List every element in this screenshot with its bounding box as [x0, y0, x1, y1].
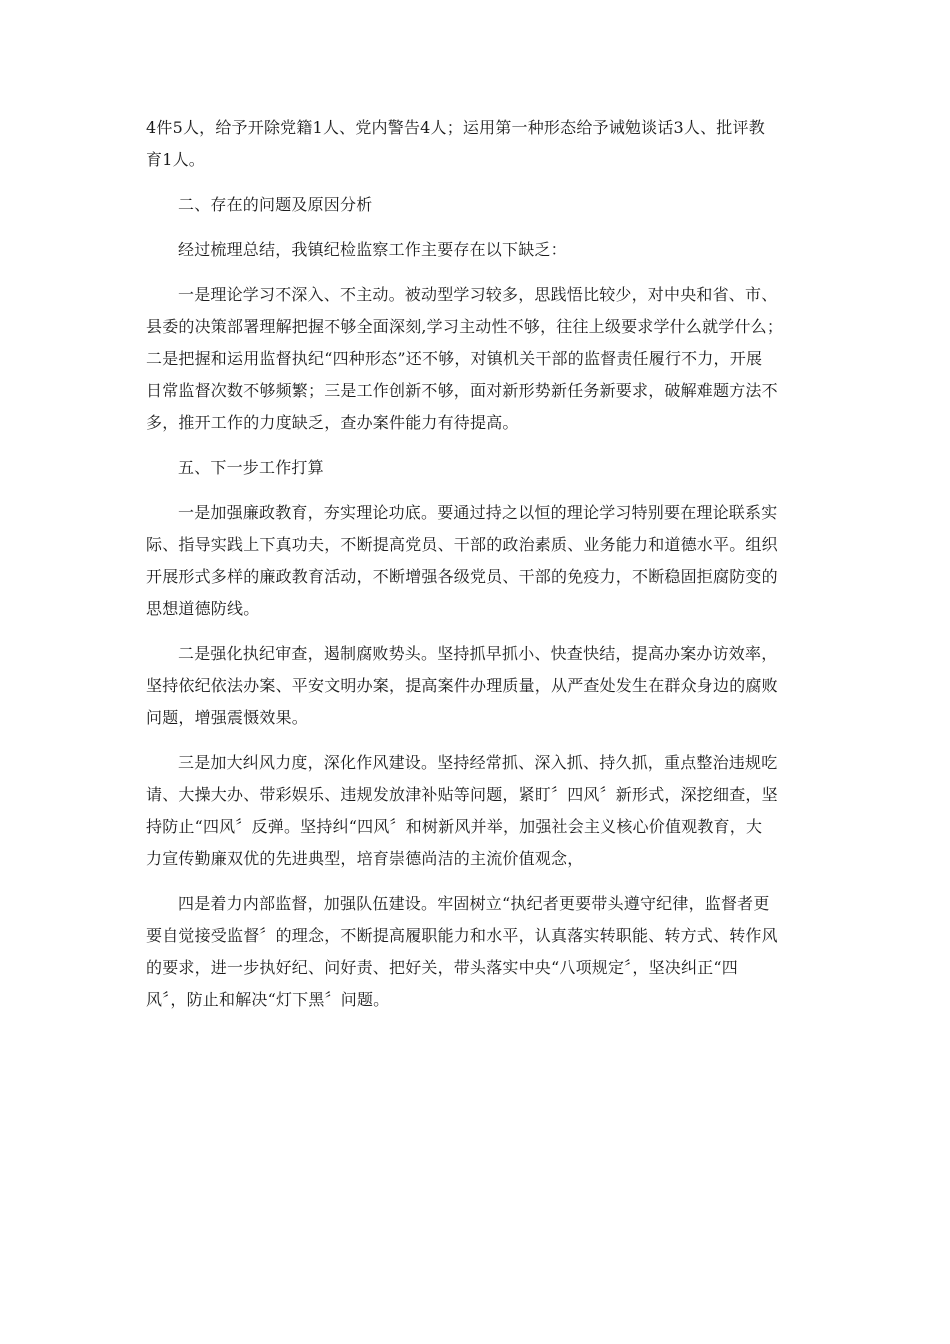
text-line: 日常监督次数不够频繁；三是工作创新不够，面对新形势新任务新要求，破解难题方法不	[146, 381, 778, 400]
text-line: 请、大操大办、带彩娱乐、违规发放津补贴等问题，紧盯〞四风〞新形式，深挖细查，坚	[146, 785, 778, 804]
text-line: 4件5人，给予开除党籍1人、党内警告4人；运用第一种形态给予诫勉谈话3人、批评教	[146, 118, 765, 137]
text-line: 五、下一步工作打算	[178, 458, 324, 477]
document-page	[146, 112, 806, 1029]
text-line: 要自觉接受监督〞的理念，不断提高履职能力和水平，认真落实转职能、转方式、转作风	[146, 926, 778, 945]
text-line: 四是着力内部监督，加强队伍建设。牢固树立“执纪者更要带头遵守纪律，监督者更	[178, 894, 770, 913]
text-line: 育1人。	[146, 150, 205, 169]
text-line: 的要求，进一步执好纪、问好责、把好关，带头落实中央“八项规定〞，坚决纠正“四	[146, 958, 738, 977]
paragraph-internal-supervision	[146, 888, 806, 1016]
text-line: 问题，增强震慑效果。	[146, 708, 309, 727]
text-line: 二是强化执纪审查，遏制腐败势头。坚持抓早抓小、快查快结，提高办案办访效率，	[178, 644, 778, 663]
text-line: 开展形式多样的廉政教育活动，不断增强各级党员、干部的免疫力，不断稳固拒腐防变的	[146, 567, 778, 586]
text-line: 二、存在的问题及原因分析	[178, 195, 373, 214]
section-heading-next-steps	[146, 452, 806, 484]
paragraph-summary-intro	[146, 234, 806, 266]
text-line: 经过梳理总结，我镇纪检监察工作主要存在以下缺乏：	[178, 240, 567, 259]
text-line: 思想道德防线。	[146, 599, 260, 618]
text-line: 坚持依纪依法办案、平安文明办案，提高案件办理质量，从严查处发生在群众身边的腐败	[146, 676, 778, 695]
text-line: 多，推开工作的力度缺乏，查办案件能力有待提高。	[146, 413, 519, 432]
text-line: 力宣传勤廉双优的先进典型，培育崇德尚洁的主流价值观念，	[146, 849, 584, 868]
section-heading-problems	[146, 189, 806, 221]
paragraph-disciplinary-results	[146, 112, 806, 176]
text-line: 际、指导实践上下真功夫，不断提高党员、干部的政治素质、业务能力和道德水平。组织	[146, 535, 778, 554]
text-line: 县委的决策部署理解把握不够全面深刻,学习主动性不够，往往上级要求学什么就学什么；	[146, 317, 784, 336]
paragraph-problems-detail	[146, 279, 806, 439]
paragraph-work-style	[146, 747, 806, 875]
text-line: 二是把握和运用监督执纪“四种形态”还不够，对镇机关干部的监督责任履行不力，开展	[146, 349, 763, 368]
text-line: 一是加强廉政教育，夯实理论功底。要通过持之以恒的理论学习特别要在理论联系实	[178, 503, 778, 522]
paragraph-integrity-education	[146, 497, 806, 625]
text-line: 风〞，防止和解决“灯下黑〞问题。	[146, 990, 390, 1009]
text-line: 三是加大纠风力度，深化作风建设。坚持经常抓、深入抓、持久抓，重点整治违规吃	[178, 753, 778, 772]
paragraph-discipline-review	[146, 638, 806, 734]
text-line: 持防止“四风〞反弹。坚持纠“四风〞和树新风并举，加强社会主义核心价值观教育，大	[146, 817, 763, 836]
text-line: 一是理论学习不深入、不主动。被动型学习较多，思践悟比较少，对中央和省、市、	[178, 285, 778, 304]
